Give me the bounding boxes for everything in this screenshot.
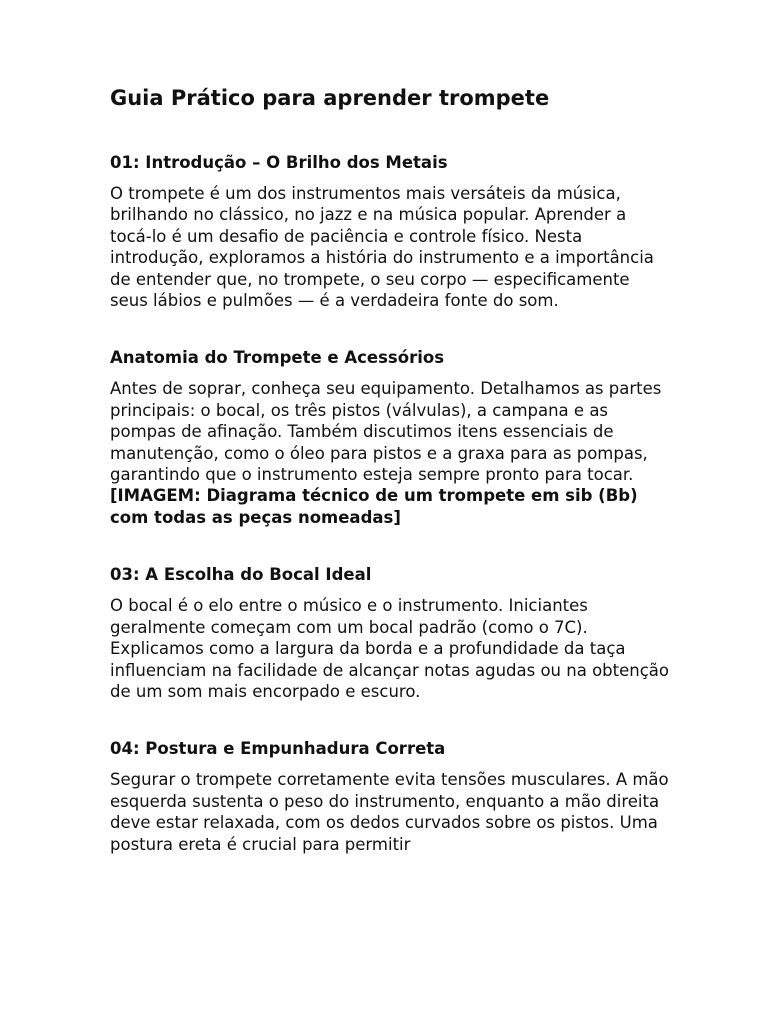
section-heading: Anatomia do Trompete e Acessórios (110, 348, 445, 368)
image-placeholder-note: [IMAGEM: Diagrama técnico de um trompete em sib (Bb) com todas as peças nomeadas] (110, 486, 638, 527)
document-title: Guia Prático para aprender trompete (110, 86, 550, 110)
section-body: O trompete é um dos instrumentos mais versáteis da música, brilhando no clássico, no jazz e na música popular. Aprender a tocá-lo é um desafio de paciência e controle físico. Nesta introdução, exploramos a história do instrumento e a importância de entender que, no trompete, o seu corpo — especificamente seus lábios e pulmões — é a verdadeira fonte do som. (110, 184, 654, 311)
section-body: Segurar o trompete corretamente evita tensões musculares. A mão esquerda sustenta o peso do instrumento, enquanto a mão direita deve estar relaxada, com os dedos curvados sobre os pistos. Uma postura ereta é crucial para permitir (110, 770, 669, 854)
section-heading: 04: Postura e Empunhadura Correta (110, 739, 446, 759)
document-page (110, 84, 670, 891)
section-heading: 03: A Escolha do Bocal Ideal (110, 565, 372, 585)
section-postura (110, 738, 670, 855)
section-heading: 01: Introdução – O Brilho dos Metais (110, 153, 448, 172)
section-body (110, 378, 670, 528)
section-bocal (110, 564, 670, 702)
section-anatomia (110, 347, 670, 528)
section-body-text: Antes de soprar, conheça seu equipamento. Detalhamos as partes principais: o bocal, os três pistos (válvulas), a campana e as pompas de afinação. Também discutimos itens essenciais de manutenção, como o óleo para pistos e a graxa para as pompas, garantindo que o instrumento esteja sempre pronto para tocar. (110, 379, 662, 485)
section-introducao (110, 152, 670, 311)
section-body: O bocal é o elo entre o músico e o instrumento. Iniciantes geralmente começam com um bocal padrão (como o 7C). Explicamos como a largura da borda e a profundidade da taça influenciam na facilidade de alcançar notas agudas ou na obtenção de um som mais encorpado e escuro. (110, 596, 669, 701)
